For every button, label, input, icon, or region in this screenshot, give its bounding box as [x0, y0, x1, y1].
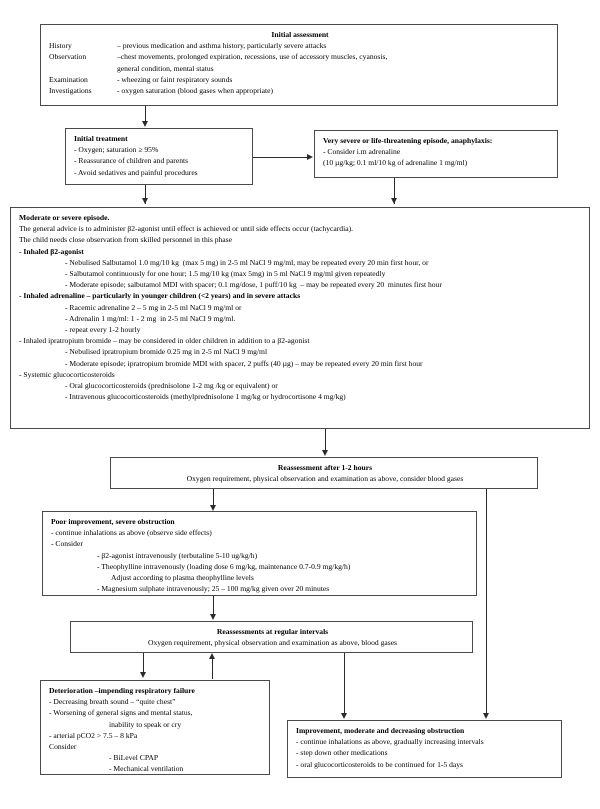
deterioration-line: - BiLevel CPAP [109, 753, 159, 763]
moderate-line: - Intravenous glucocorticosteroids (methylprednisolone 1 mg/kg or hydrocortisone 4 mg/kg) [65, 392, 346, 402]
improvement-line: - oral glucocorticosteroids to be continued for 1-5 days [296, 759, 464, 769]
arrow-treatment-to-very-severe [307, 154, 313, 160]
poor-improvement-line: - β2-agonist intravenously (terbutaline 5-10 ug/kg/h) [97, 550, 258, 560]
very-severe-line: (10 µg/kg; 0.1 ml/10 kg of adrenaline 1 mg/ml) [323, 158, 468, 168]
reassessment-title: Reassessment after 1-2 hours [277, 463, 373, 472]
deterioration-line: inability to speak or cry [109, 719, 182, 729]
box-initial-assessment [40, 24, 558, 106]
deterioration-line: Consider [49, 742, 77, 752]
box-reassessment-1-2-hours [110, 457, 538, 489]
reassessments-title: Reassessments at regular intervals [216, 627, 329, 636]
box-moderate-severe-episode [10, 207, 590, 429]
connector-moderate-to-reassessment [325, 429, 326, 451]
arrow-moderate-to-reassessment [322, 450, 328, 456]
moderate-line: - Inhaled ipratropium bromide – may be considered in older children in addition to a β2-agonist [19, 336, 310, 346]
row-value: - oxygen saturation (blood gases when appropriate) [117, 86, 274, 96]
reassessments-subtitle: Oxygen requirement, physical observation and examination as above, blood gases [147, 638, 398, 648]
initial-treatment-line: - Oxygen; saturation ≥ 95% [74, 145, 159, 155]
moderate-line: - Salbutamol continuously for one hour; 1.5 mg/10 kg (max 5mg) in 5 ml NaCl 9 mg/ml given repeatedly [65, 269, 386, 279]
improvement-line: - step down other medications [296, 748, 388, 758]
box-very-severe [314, 130, 558, 178]
poor-improvement-title: Poor improvement, severe obstruction [51, 517, 175, 526]
initial-treatment-line: - Avoid sedatives and painful procedures [74, 167, 198, 177]
box-reassessments-regular-intervals [70, 621, 473, 653]
improvement-title: Improvement, moderate and decreasing obstruction [296, 726, 465, 735]
arrow-very-severe-to-moderate [391, 198, 397, 204]
connector-deterioration-to-reassessments [212, 657, 213, 679]
deterioration-line: - arterial pCO2 > 7.5 – 8 kPa [49, 730, 138, 740]
moderate-line: - Moderate episode; salbutamol MDI with spacer; 0.1 mg/dose, 1 puff/10 kg – may be repeated every 20 minutes first hour [65, 280, 442, 290]
moderate-line: - Inhaled adrenaline – particularly in younger children (<2 years) and in severe attacks [19, 291, 301, 301]
row-label: History [49, 41, 72, 51]
moderate-severe-title: Moderate or severe episode. [19, 213, 110, 222]
row-label: Investigations [49, 86, 92, 96]
box-initial-treatment [65, 128, 253, 185]
poor-improvement-line: - Consider [51, 539, 83, 549]
deterioration-line: - Worsening of general signs and mental status, [49, 708, 193, 718]
initial-assessment-row [49, 85, 551, 96]
initial-assessment-row [49, 51, 551, 62]
arrow-poor-improvement-to-reassessments [210, 614, 216, 620]
moderate-line: - Racemic adrenaline 2 – 5 mg in 2-5 ml NaCl 9 mg/ml or [65, 302, 242, 312]
row-value: – previous medication and asthma history, particularly severe attacks [117, 41, 327, 51]
poor-improvement-line: - continue inhalations as above (observe side effects) [51, 528, 212, 538]
connector-treatment-to-very-severe [253, 157, 307, 158]
arrow-reassessments-to-improvement [341, 713, 347, 719]
reassessment-subtitle: Oxygen requirement, physical observation and examination as above, consider blood gases [186, 474, 464, 484]
moderate-line: - Systemic glucocorticosteroids [19, 369, 115, 379]
moderate-line: - Moderate episode; ipratropium bromide MDI with spacer, 2 puffs (40 µg) – may be repeated every 20 min first hour [65, 358, 423, 368]
moderate-line: - Oral glucocorticosteroids (prednisolone 1-2 mg /kg or equivalent) or [65, 381, 278, 391]
moderate-line: - Adrenalin 1 mg/ml: 1 - 2 mg in 2-5 ml NaCl 9 mg/ml. [65, 313, 236, 323]
very-severe-title: Very severe or life-threatening episode, anaphylaxis: [323, 136, 493, 145]
initial-assessment-row [49, 74, 551, 85]
row-label: Examination [49, 74, 88, 84]
improvement-line: - continue inhalations as above, gradually increasing intervals [296, 737, 484, 747]
moderate-line: The child needs close observation from skilled personnel in this phase [19, 235, 232, 245]
row-value: –chest movements, prolonged expiration, recessions, use of accessory muscles, cyanosis, [117, 52, 388, 62]
moderate-line: The general advice is to administer β2-agonist until effect is achieved or until side effects occur (tachycardia). [19, 224, 353, 234]
deterioration-title: Deterioration –impending respiratory failure [49, 686, 195, 695]
connector-reassessment-to-improvement [486, 489, 487, 717]
very-severe-line: - Consider i.m adrenaline [323, 147, 401, 157]
arrow-reassessments-to-deterioration [140, 672, 146, 678]
row-value-continued: general condition, mental status [117, 63, 214, 73]
connector-poor-improvement-to-reassessments [213, 596, 214, 616]
deterioration-line: - Mechanical ventilation [109, 764, 184, 774]
connector-reassessments-to-improvement [344, 653, 345, 717]
box-poor-improvement [42, 511, 477, 596]
arrow-treatment-to-moderate [142, 198, 148, 204]
deterioration-line: - Decreasing breath sound – “quite chest” [49, 697, 176, 707]
initial-assessment-row [49, 40, 551, 51]
box-improvement [287, 720, 562, 778]
poor-improvement-line: Adjust according to plasma theophylline levels [111, 573, 254, 583]
moderate-line: - repeat every 1-2 hourly [65, 325, 141, 335]
arrow-reassessment-to-improvement [483, 713, 489, 719]
poor-improvement-line: - Theophylline intravenously (loading dose 6 mg/kg, maintenance 0.7-0.9 mg/kg/h) [97, 561, 351, 571]
initial-assessment-title: Initial assessment [271, 30, 329, 39]
arrow-assessment-to-treatment [142, 121, 148, 127]
row-value: - wheezing or faint respiratory sounds [117, 74, 233, 84]
row-label: Observation [49, 52, 87, 62]
moderate-line: - Nebulised ipratropium bromide 0.25 mg in 2-5 ml NaCl 9 mg/ml [65, 347, 268, 357]
initial-treatment-title: Initial treatment [74, 134, 128, 143]
poor-improvement-line: - Magnesium sulphate intravenously; 25 – 100 mg/kg given over 20 minutes [97, 584, 330, 594]
initial-treatment-line: - Reassurance of children and parents [74, 156, 189, 166]
box-deterioration [40, 680, 270, 775]
moderate-line: - Nebulised Salbutamol 1.0 mg/10 kg (max 5 mg) in 2-5 ml NaCl 9 mg/ml, may be repeated every 20 min first hour, or [65, 257, 429, 267]
moderate-line: - Inhaled β2-agonist [19, 246, 84, 256]
arrow-deterioration-to-reassessments [209, 653, 215, 659]
